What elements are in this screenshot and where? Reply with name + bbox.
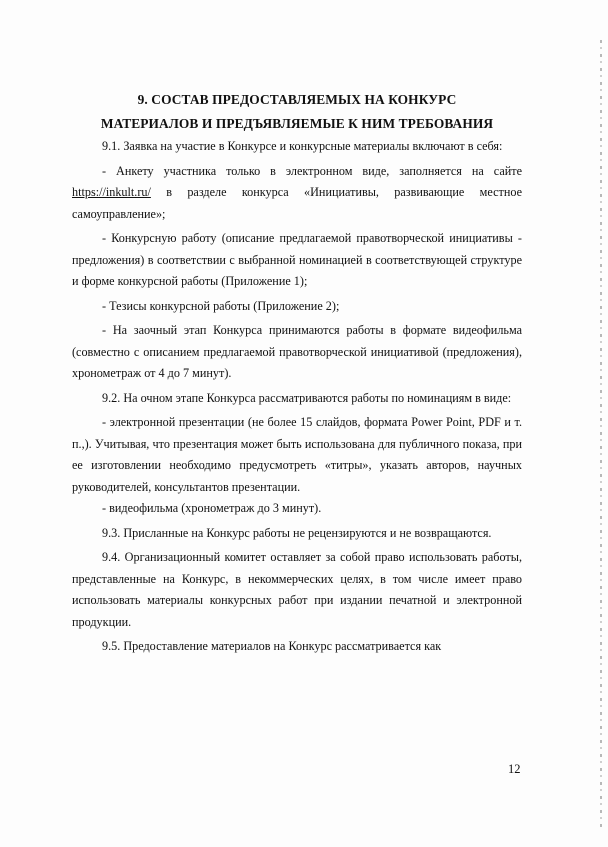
heading-line-2: МАТЕРИАЛОВ И ПРЕДЪЯВЛЯЕМЫЕ К НИМ ТРЕБОВАНИЯ: [100, 116, 494, 131]
paragraph-9-4: 9.4. Организационный комитет оставляет за собой право использовать работы, представленные на Конкурс, в некоммерческих целях, в том числе имеет право использовать материалы конкурсных работ при издании печатной и электронной продукции.: [72, 550, 522, 629]
anketa-text-after: в разделе конкурса «Инициативы, развивающие местное самоуправление»;: [72, 185, 522, 221]
page-number: 12: [508, 762, 521, 776]
section-heading: [72, 88, 522, 136]
scan-edge-artifact: [600, 40, 602, 830]
paragraph-9-2: 9.2. На очном этапе Конкурса рассматриваются работы по номинациям в виде:: [102, 390, 512, 405]
item-anketa: [72, 161, 522, 226]
item-video-work: - На заочный этап Конкурса принимаются работы в формате видеофильма (совместно с описанием предлагаемой правотворческой инициативой (предложения), хронометраж от 4 до 7 минут).: [72, 323, 522, 380]
paragraph-9-1: 9.1. Заявка на участие в Конкурсе и конкурсные материалы включают в себя:: [102, 139, 503, 153]
item-presentation: - электронной презентации (не более 15 слайдов, формата Power Point, PDF и т. п.,). Учитывая, что презентация может быть использована для публичного показа, при ее изготовлении необходимо предусмотреть «титры», указать авторов, научных руководителей, консультантов презентации.: [72, 415, 522, 494]
paragraph-9-3: 9.3. Присланные на Конкурс работы не рецензируются и не возвращаются.: [102, 525, 492, 540]
anketa-text-before: - Анкету участника только в электронном виде, заполняется на сайте: [102, 163, 522, 178]
item-videofilm: - видеофильма (хронометраж до 3 минут).: [102, 501, 322, 515]
paragraph-9-5: 9.5. Предоставление материалов на Конкурс рассматривается как: [102, 639, 442, 653]
site-link[interactable]: https://inkult.ru/: [72, 185, 151, 199]
item-contest-work: - Конкурсную работу (описание предлагаемой правотворческой инициативы - предложения) в соответствии с выбранной номинацией в соответствующей структуре и форме конкурсной работы (Приложение 1);: [72, 231, 522, 288]
heading-line-1: 9. СОСТАВ ПРЕДОСТАВЛЯЕМЫХ НА КОНКУРС: [137, 92, 457, 107]
page-content: [72, 88, 522, 658]
item-theses: - Тезисы конкурсной работы (Приложение 2);: [102, 298, 340, 313]
